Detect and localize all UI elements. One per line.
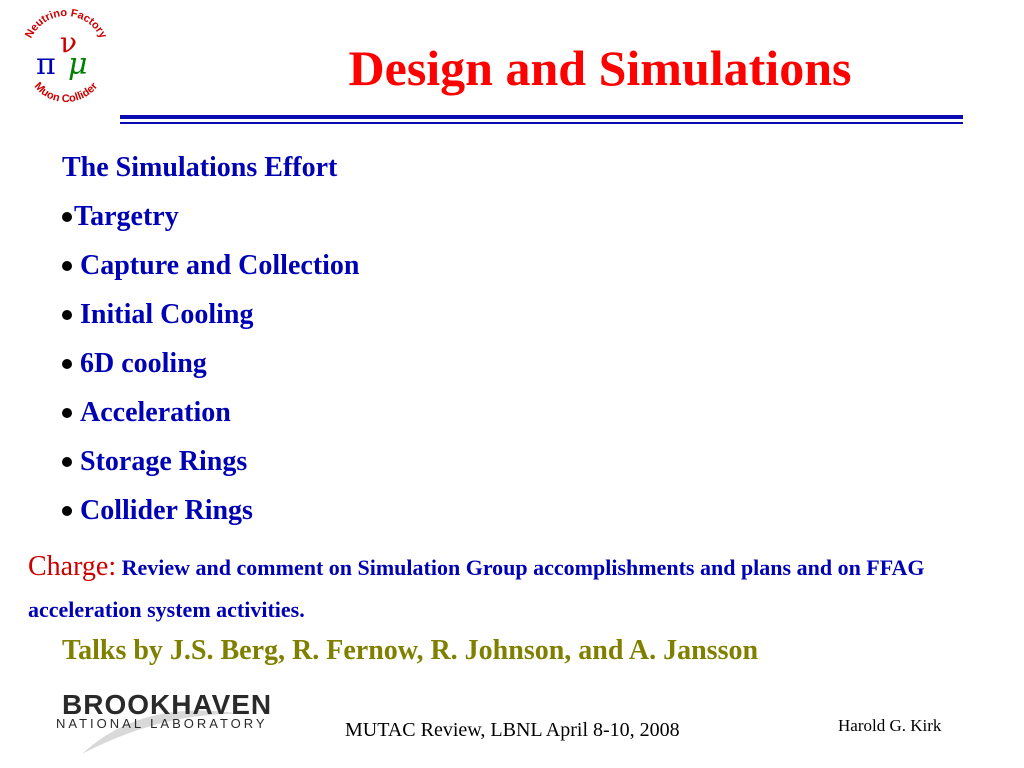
list-item: Targetry: [62, 192, 360, 241]
list-item: Initial Cooling: [62, 290, 360, 339]
bullet-icon: [62, 506, 72, 516]
svg-text:Muon Collider: [32, 80, 101, 105]
brookhaven-logo-name: BROOKHAVEN: [62, 689, 273, 720]
talks-line: Talks by J.S. Berg, R. Fernow, R. Johnson, and A. Jansson: [62, 635, 759, 666]
bullet-icon: [62, 359, 72, 369]
charge-paragraph: [28, 546, 988, 631]
list-item: Capture and Collection: [62, 241, 360, 290]
list-item: Storage Rings: [62, 437, 360, 486]
logo-nu-glyph: ν: [60, 26, 78, 59]
footer-author: Harold G. Kirk: [838, 716, 942, 735]
bullet-icon: [62, 408, 72, 418]
topics-list: [62, 143, 360, 535]
title-rule-thick: [120, 115, 963, 119]
slide-title: Design and Simulations: [348, 40, 852, 96]
bullet-icon: [62, 310, 72, 320]
logo-pi-glyph: π: [36, 47, 56, 82]
logo-top-text: Neutrino Factory: [23, 6, 109, 41]
bullet-icon: [62, 457, 72, 467]
list-item: Acceleration: [62, 388, 360, 437]
charge-text: Review and comment on Simulation Group accomplishments and plans and on FFAG acceleration system activities.: [28, 555, 925, 622]
list-item: 6D cooling: [62, 339, 360, 388]
neutrino-factory-muon-collider-logo: [14, 2, 118, 106]
bullet-icon: [62, 212, 72, 222]
logo-bottom-text: Muon Collider: [31, 80, 101, 106]
title-rule-thin: [120, 122, 963, 124]
list-item: Collider Rings: [62, 486, 360, 535]
brookhaven-logo-sub: NATIONAL LABORATORY: [56, 716, 268, 731]
bullet-icon: [62, 261, 72, 271]
topics-heading: The Simulations Effort: [62, 152, 338, 183]
footer-event: MUTAC Review, LBNL April 8-10, 2008: [345, 719, 680, 741]
logo-mu-glyph: μ: [68, 47, 88, 82]
charge-label: Charge:: [28, 551, 117, 582]
